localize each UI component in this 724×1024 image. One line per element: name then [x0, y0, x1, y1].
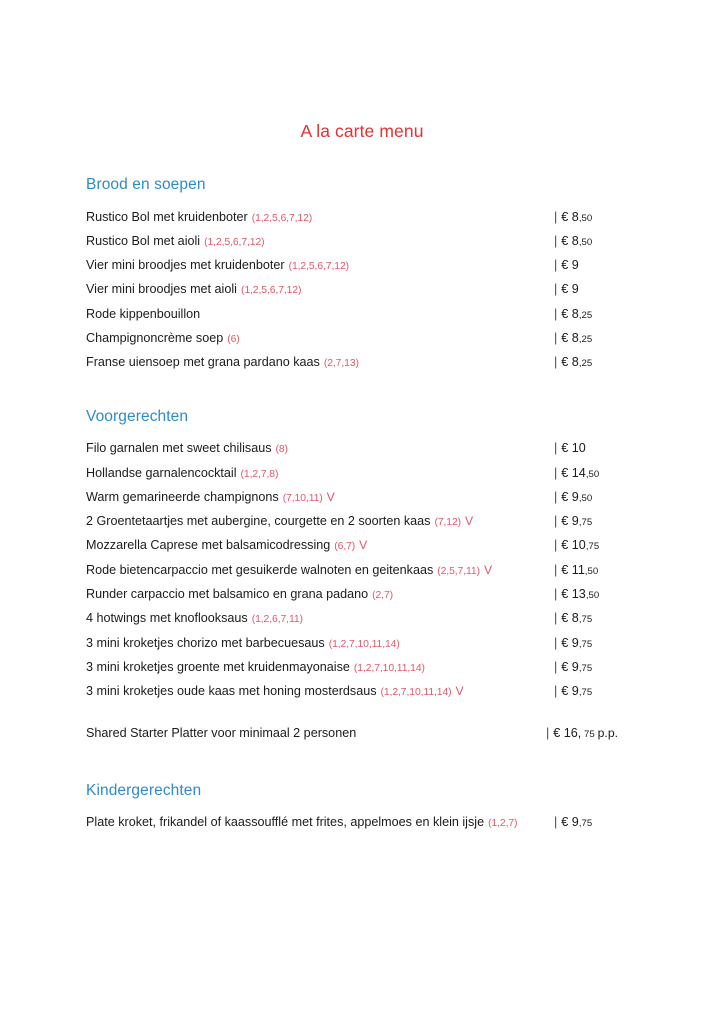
item-allergens: (1,2,7,8) — [240, 468, 279, 480]
price-whole: 10 — [571, 441, 586, 456]
item-price — [554, 632, 642, 656]
menu-item — [86, 351, 642, 375]
item-name: Rustico Bol met kruidenboter — [86, 209, 248, 224]
price-cents: ,50 — [584, 565, 599, 577]
item-allergens: (1,2,5,6,7,12) — [204, 236, 265, 248]
item-name: Vier mini broodjes met kruidenboter — [86, 258, 285, 273]
price-whole: 14 — [571, 465, 586, 480]
item-price — [554, 486, 642, 510]
item-name: 4 hotwings met knoflooksaus — [86, 611, 248, 626]
price-whole: 9 — [571, 514, 579, 529]
item-price — [554, 583, 642, 607]
price-separator: | — [554, 306, 558, 321]
price-whole: 9 — [571, 684, 579, 699]
item-name: Vier mini broodjes met aioli — [86, 282, 237, 297]
price-currency: € — [561, 538, 569, 553]
item-allergens: (2,7) — [372, 590, 394, 602]
item-name: Shared Starter Platter voor minimaal 2 personen — [86, 725, 357, 740]
section-heading-voorgerechten: Voorgerechten — [86, 407, 189, 425]
menu-item — [86, 811, 642, 835]
menu-item — [86, 462, 642, 486]
vegetarian-marker: V — [326, 489, 335, 504]
item-allergens: (8) — [275, 444, 288, 456]
price-cents: ,50 — [578, 492, 593, 504]
price-whole: 10 — [571, 538, 586, 553]
menu-section-kindergerechten — [86, 782, 642, 836]
item-price — [554, 254, 642, 278]
menu-item — [86, 437, 642, 461]
item-name: 3 mini kroketjes chorizo met barbecuesaus — [86, 635, 325, 650]
item-name: Rode kippenbouillon — [86, 306, 201, 321]
menu-section-brood-en-soepen — [86, 176, 642, 376]
menu-item — [86, 680, 642, 704]
vegetarian-marker: V — [359, 538, 368, 553]
item-price — [554, 230, 642, 254]
item-name: 2 Groentetaartjes met aubergine, courgette en 2 soorten kaas — [86, 514, 431, 529]
item-name: Plate kroket, frikandel of kaassoufflé met frites, appelmoes en klein ijsje — [86, 815, 485, 830]
vegetarian-marker: V — [455, 684, 464, 699]
price-whole: 13 — [571, 587, 586, 602]
item-allergens: (2,7,13) — [323, 358, 359, 370]
price-cents: ,75 — [578, 818, 593, 830]
price-separator: | — [554, 659, 558, 674]
price-currency: € — [561, 659, 569, 674]
platter-gap — [86, 705, 642, 722]
item-price — [554, 327, 642, 351]
item-price — [554, 811, 642, 835]
item-allergens: (6,7) — [334, 541, 356, 553]
price-whole: 8 — [571, 611, 579, 626]
menu-item — [86, 303, 642, 327]
price-cents: ,25 — [578, 334, 593, 346]
item-price — [554, 510, 642, 534]
price-cents: ,75 — [578, 517, 593, 529]
price-whole: 9 — [571, 489, 579, 504]
menu-item — [86, 632, 642, 656]
item-price — [554, 437, 642, 461]
item-price — [554, 462, 642, 486]
item-list-kindergerechten — [86, 811, 642, 835]
vegetarian-marker: V — [465, 514, 474, 529]
price-cents: ,50 — [578, 212, 593, 224]
price-cents: ,75 — [578, 687, 593, 699]
price-separator: | — [554, 489, 558, 504]
price-whole: 9 — [571, 258, 579, 273]
item-list-voorgerechten — [86, 437, 642, 704]
menu-item — [86, 230, 642, 254]
price-separator: | — [554, 441, 558, 456]
price-currency: € — [561, 441, 569, 456]
price-whole: 16, — [563, 725, 582, 740]
price-separator: | — [554, 635, 558, 650]
item-allergens: (1,2,5,6,7,12) — [251, 212, 313, 224]
section-heading-brood-en-soepen: Brood en soepen — [86, 176, 206, 193]
item-allergens: (1,2,7,10,11,14) — [380, 687, 452, 699]
price-separator: | — [554, 611, 558, 626]
item-price — [554, 559, 642, 583]
price-currency: € — [561, 355, 569, 370]
price-currency: € — [561, 684, 569, 699]
menu-item — [86, 534, 642, 558]
menu-item — [86, 254, 642, 278]
item-allergens: (1,2,7,10,11,14) — [353, 662, 425, 674]
item-price — [554, 206, 642, 230]
item-name: 3 mini kroketjes oude kaas met honing mosterdsaus — [86, 684, 377, 699]
price-currency: € — [561, 209, 569, 224]
menu-item — [86, 510, 642, 534]
price-currency: € — [561, 514, 569, 529]
price-separator: | — [554, 587, 558, 602]
item-allergens: (1,2,6,7,11) — [251, 614, 303, 626]
item-price — [554, 303, 642, 327]
menu-item — [86, 559, 642, 583]
price-whole: 8 — [571, 209, 579, 224]
price-currency: € — [553, 725, 561, 740]
price-cents: ,50 — [585, 590, 600, 602]
price-cents: ,50 — [585, 468, 600, 480]
price-currency: € — [561, 306, 569, 321]
price-cents: ,50 — [578, 236, 593, 248]
item-price — [554, 278, 642, 302]
menu-item — [86, 278, 642, 302]
price-cents: ,25 — [578, 309, 593, 321]
menu-item — [86, 206, 642, 230]
price-cents: 75 — [581, 728, 595, 740]
item-allergens: (1,2,5,6,7,12) — [288, 261, 349, 273]
item-allergens: (1,2,7,10,11,14) — [328, 638, 400, 650]
menu-item — [86, 327, 642, 351]
item-name: Warm gemarineerde champignons — [86, 489, 279, 504]
price-whole: 9 — [571, 282, 579, 297]
price-currency: € — [561, 587, 569, 602]
price-separator: | — [554, 815, 558, 830]
price-currency: € — [561, 233, 569, 248]
price-suffix: p.p. — [597, 725, 618, 740]
price-separator: | — [554, 258, 558, 273]
item-price — [554, 680, 642, 704]
price-separator: | — [546, 725, 550, 740]
price-whole: 9 — [571, 815, 579, 830]
price-separator: | — [554, 355, 558, 370]
item-allergens: (7,12) — [434, 517, 461, 529]
page-title: A la carte menu — [300, 121, 424, 141]
price-whole: 9 — [571, 659, 579, 674]
price-whole: 8 — [571, 306, 579, 321]
price-separator: | — [554, 514, 558, 529]
price-currency: € — [561, 258, 569, 273]
menu-item-shared-starter-platter — [86, 722, 642, 746]
price-cents: ,75 — [578, 614, 593, 626]
section-gap — [86, 746, 642, 782]
menu-item — [86, 486, 642, 510]
price-separator: | — [554, 538, 558, 553]
price-whole: 8 — [571, 355, 579, 370]
price-currency: € — [561, 815, 569, 830]
item-name: Rustico Bol met aioli — [86, 233, 201, 248]
menu-item — [86, 656, 642, 680]
price-currency: € — [561, 465, 569, 480]
item-name: Rode bietencarpaccio met gesuikerde walnoten en geitenkaas — [86, 562, 434, 577]
vegetarian-marker: V — [483, 562, 493, 577]
item-price — [554, 351, 642, 375]
price-whole: 9 — [571, 635, 579, 650]
price-currency: € — [561, 562, 569, 577]
price-whole: 11 — [571, 562, 585, 577]
price-separator: | — [554, 562, 558, 577]
item-name: Hollandse garnalencocktail — [86, 465, 237, 480]
item-allergens: (1,2,7) — [488, 818, 518, 830]
price-cents: ,25 — [578, 358, 593, 370]
item-allergens: (2,5,7,11) — [437, 565, 480, 577]
section-gap — [86, 376, 642, 408]
price-separator: | — [554, 233, 558, 248]
item-name: Mozzarella Caprese met balsamicodressing — [86, 538, 331, 553]
item-name: Filo garnalen met sweet chilisaus — [86, 441, 272, 456]
price-cents: ,75 — [578, 638, 593, 650]
item-price — [546, 722, 642, 746]
item-list-brood-en-soepen — [86, 206, 642, 376]
item-name: Champignoncrème soep — [86, 331, 224, 346]
item-price — [554, 534, 642, 558]
price-separator: | — [554, 209, 558, 224]
item-name: 3 mini kroketjes groente met kruidenmayonaise — [86, 659, 350, 674]
price-separator: | — [554, 465, 558, 480]
price-separator: | — [554, 282, 558, 297]
price-cents: ,75 — [578, 662, 593, 674]
price-separator: | — [554, 684, 558, 699]
price-whole: 8 — [571, 233, 579, 248]
price-currency: € — [561, 611, 569, 626]
item-price — [554, 607, 642, 631]
menu-content — [86, 176, 642, 836]
item-name: Franse uiensoep met grana pardano kaas — [86, 355, 320, 370]
item-name: Runder carpaccio met balsamico en grana padano — [86, 587, 369, 602]
price-currency: € — [561, 331, 569, 346]
price-currency: € — [561, 489, 569, 504]
price-cents: ,75 — [585, 541, 600, 553]
item-allergens: (7,10,11) — [282, 492, 323, 504]
price-whole: 8 — [571, 331, 579, 346]
price-separator: | — [554, 331, 558, 346]
menu-section-voorgerechten — [86, 408, 642, 746]
item-allergens: (6) — [227, 334, 240, 346]
section-heading-kindergerechten: Kindergerechten — [86, 781, 202, 799]
item-price — [554, 656, 642, 680]
item-allergens: (1,2,5,6,7,12) — [240, 285, 302, 297]
price-currency: € — [561, 635, 569, 650]
price-currency: € — [561, 282, 569, 297]
menu-item — [86, 583, 642, 607]
menu-item — [86, 607, 642, 631]
